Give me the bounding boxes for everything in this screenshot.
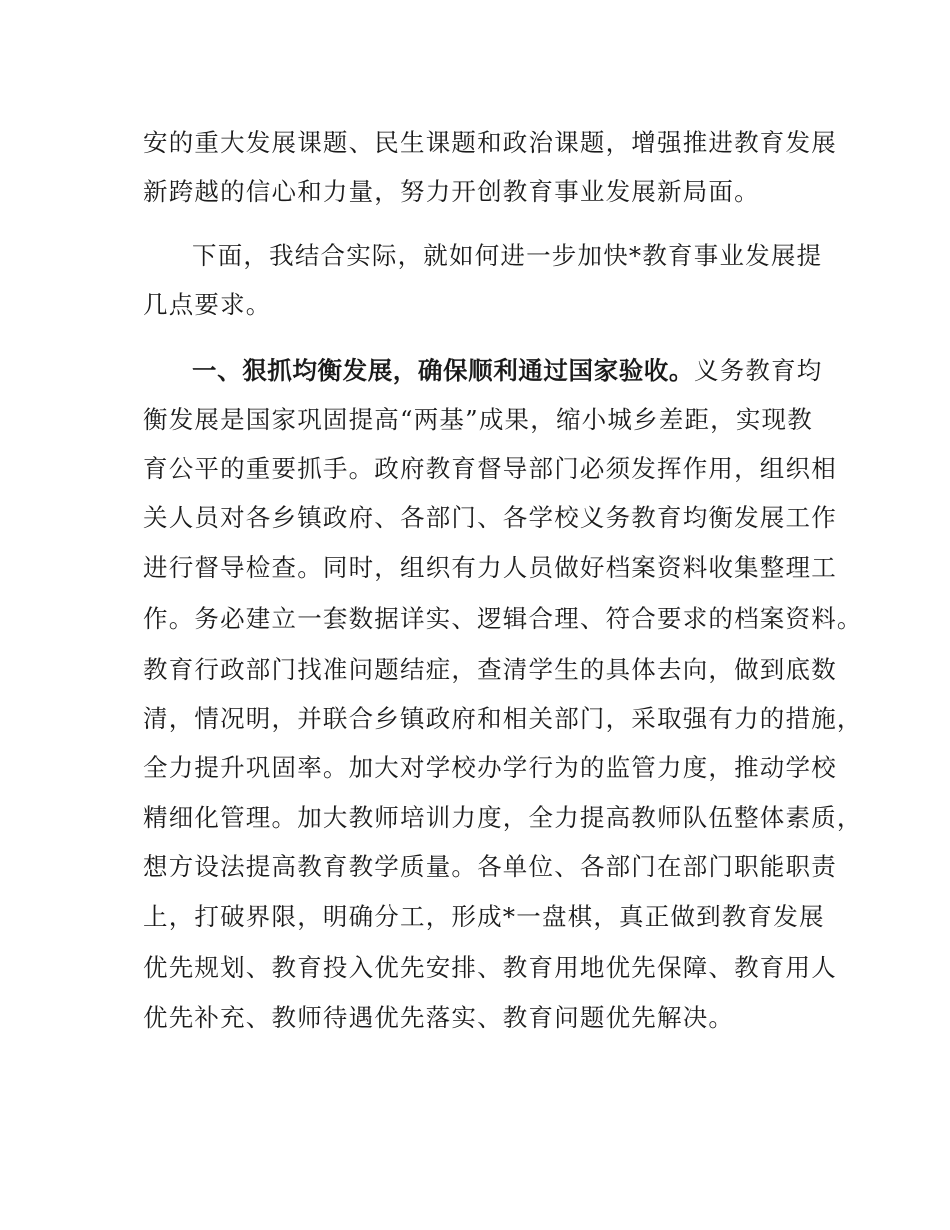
paragraph-3-line-4: 关人员对各乡镇政府、各部门、各学校义务教育均衡发展工作 <box>143 503 837 532</box>
paragraph-3-line-6: 作。务必建立一套数据详实、逻辑合理、符合要求的档案资料。 <box>143 604 863 633</box>
paragraph-3-first-line-rest: 义务教育均 <box>694 356 823 385</box>
paragraph-3-line-12: 上，打破界限，明确分工，形成*一盘棋，真正做到教育发展 <box>143 902 825 931</box>
paragraph-3-line-7: 教育行政部门找准问题结症，查清学生的具体去向，做到底数 <box>143 655 837 684</box>
paragraph-3-line-2: 衡发展是国家巩固提高“两基”成果，缩小城乡差距，实现教 <box>143 405 813 434</box>
paragraph-3-line-3: 育公平的重要抓手。政府教育督导部门必须发挥作用，组织相 <box>143 454 837 483</box>
paragraph-3-line-5: 进行督导检查。同时，组织有力人员做好档案资料收集整理工 <box>143 553 837 582</box>
paragraph-3-first-line <box>192 356 823 386</box>
paragraph-3-line-9: 全力提升巩固率。加大对学校办学行为的监管力度，推动学校 <box>143 753 837 782</box>
paragraph-3-line-10: 精细化管理。加大教师培训力度，全力提高教师队伍整体素质， <box>143 803 863 832</box>
paragraph-1-line-1: 安的重大发展课题、民生课题和政治课题，增强推进教育发展 <box>143 128 837 157</box>
paragraph-2-line-1: 下面，我结合实际，就如何进一步加快*教育事业发展提 <box>192 241 823 270</box>
paragraph-3-line-13: 优先规划、教育投入优先安排、教育用地优先保障、教育用人 <box>143 953 837 982</box>
paragraph-3-line-8: 清，情况明，并联合乡镇政府和相关部门，采取强有力的措施， <box>143 704 863 733</box>
paragraph-2-line-2: 几点要求。 <box>143 290 272 319</box>
section-heading: 一、狠抓均衡发展，确保顺利通过国家验收。 <box>192 356 694 385</box>
paragraph-3-line-14: 优先补充、教师待遇优先落实、教育问题优先解决。 <box>143 1003 735 1032</box>
paragraph-1-line-2: 新跨越的信心和力量，努力开创教育事业发展新局面。 <box>143 177 760 206</box>
paragraph-3-line-11: 想方设法提高教育教学质量。各单位、各部门在部门职能职责 <box>143 852 837 881</box>
